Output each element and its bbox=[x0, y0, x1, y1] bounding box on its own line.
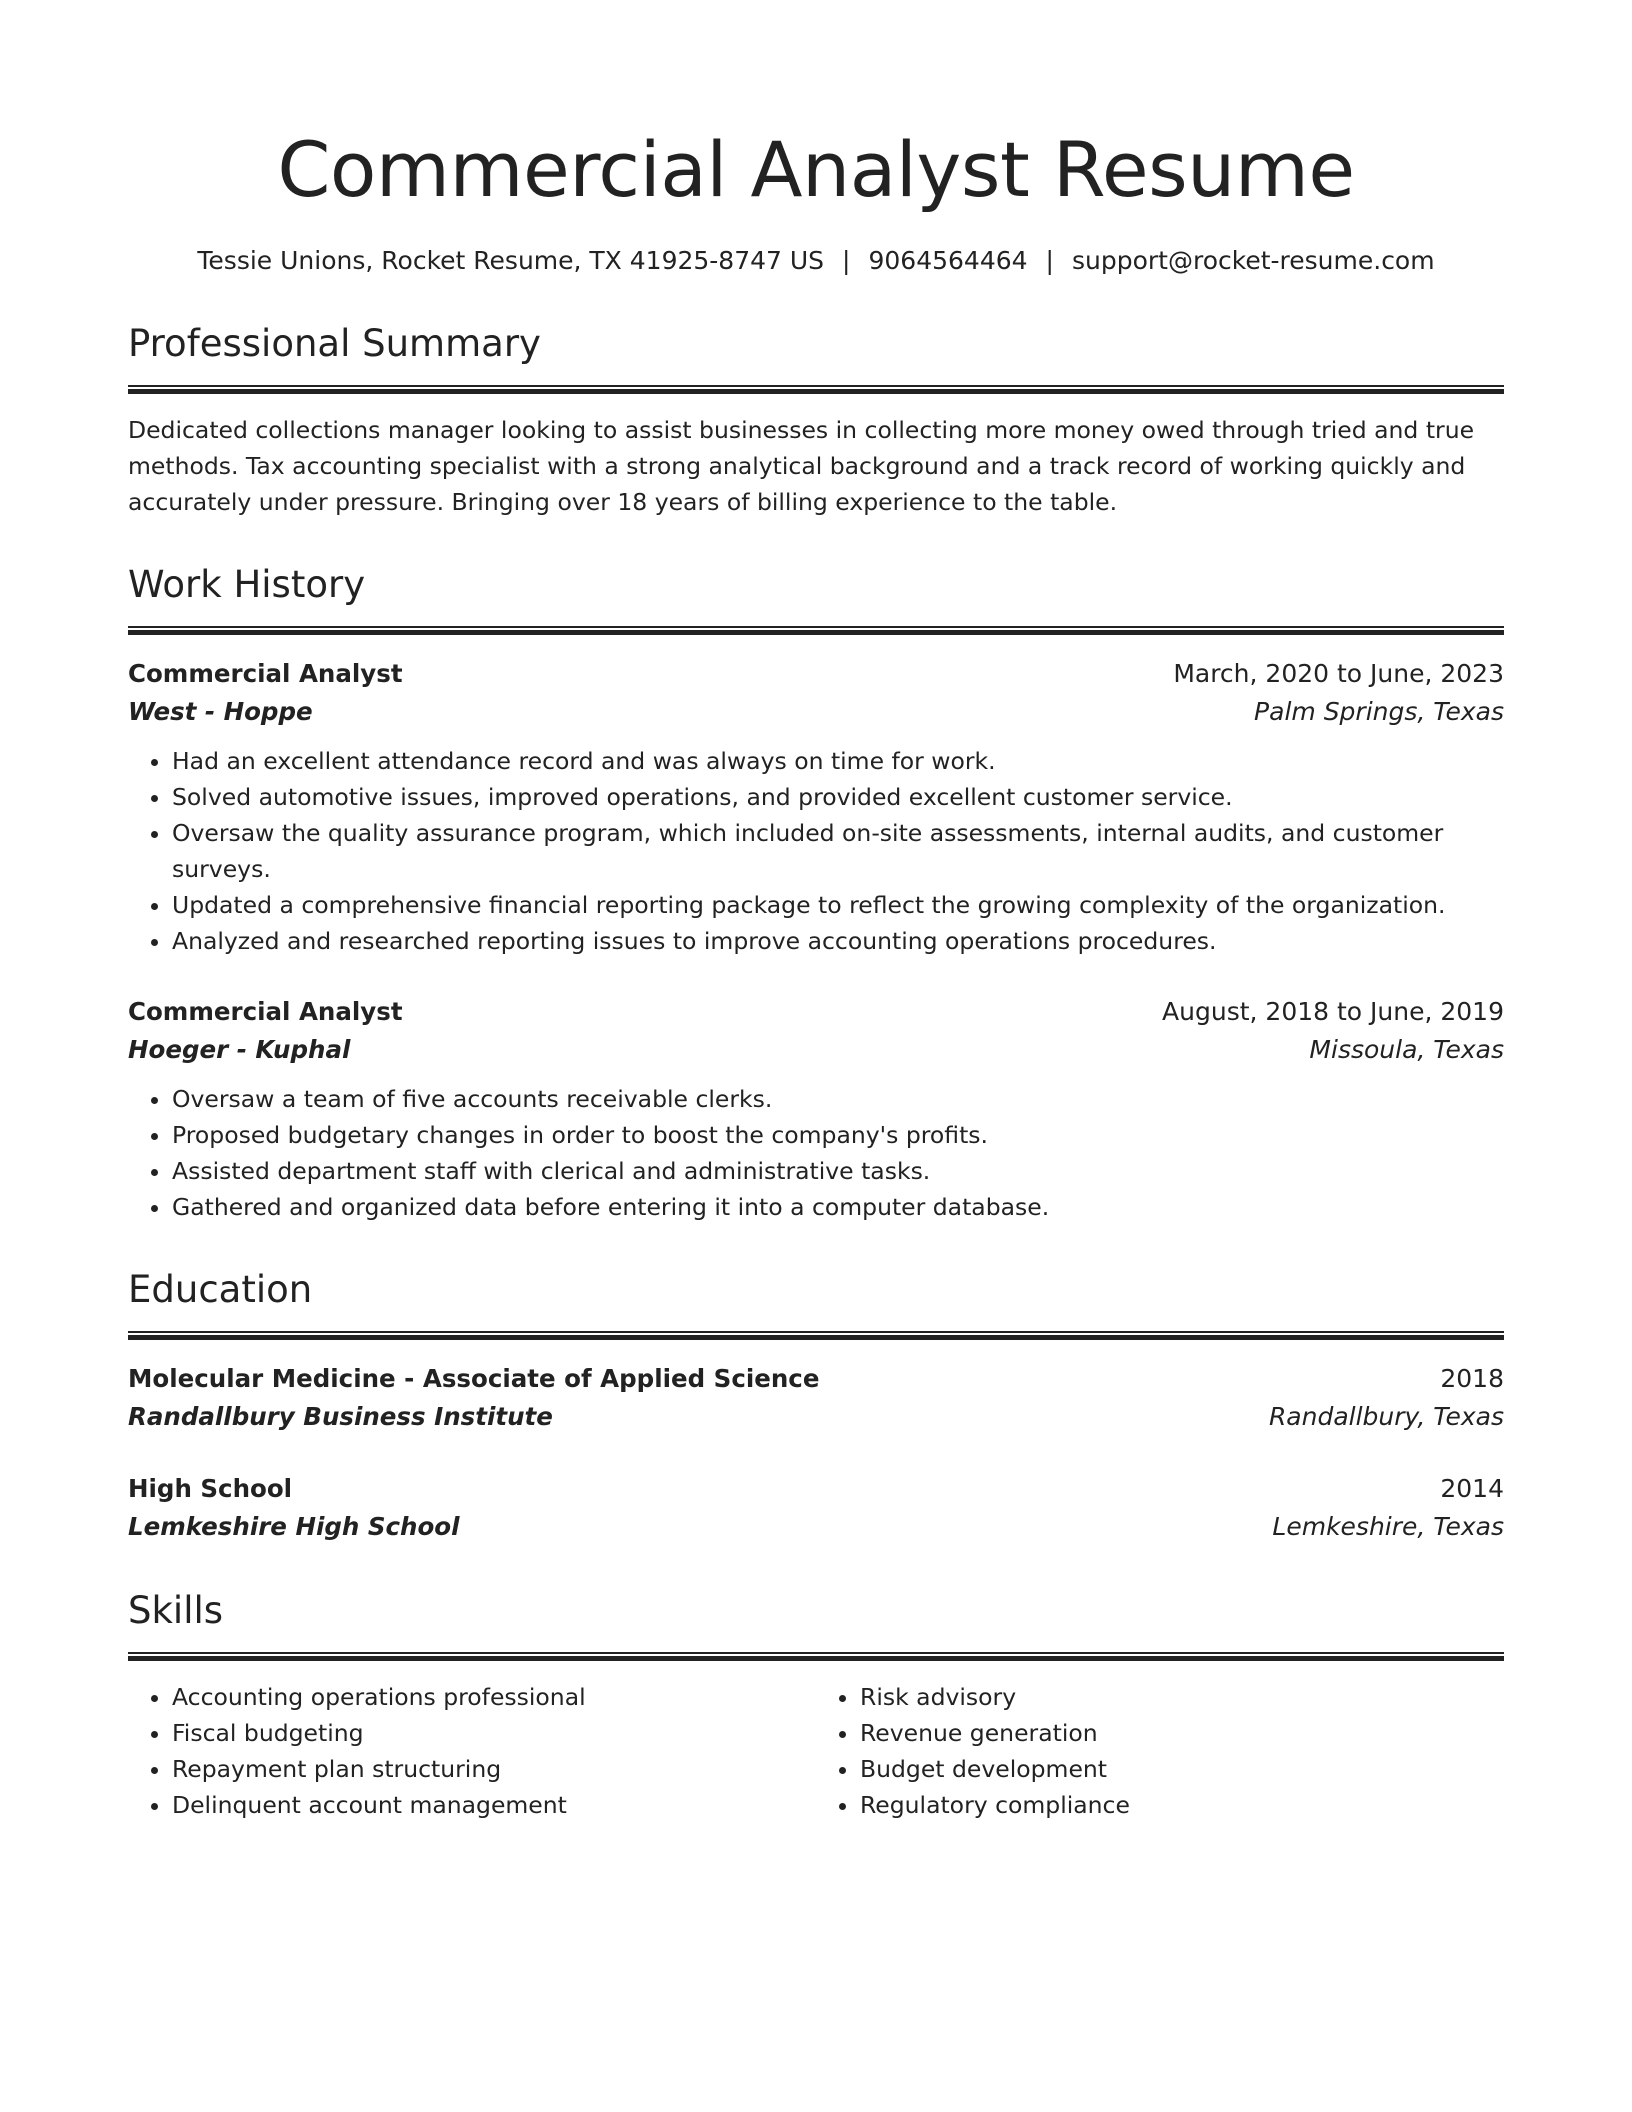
section-divider bbox=[128, 626, 1504, 635]
list-item: • Budget development bbox=[860, 1751, 1504, 1787]
section-divider bbox=[128, 1331, 1504, 1340]
list-item: • Gathered and organized data before entering it into a computer database. bbox=[172, 1189, 1504, 1225]
contact-email: support@rocket-resume.com bbox=[1071, 246, 1435, 275]
job-dates: March, 2020 to June, 2023 bbox=[1173, 659, 1504, 688]
education-year: 2018 bbox=[1440, 1364, 1504, 1393]
skills-list-right bbox=[816, 1679, 1504, 1823]
list-item: • Repayment plan structuring bbox=[172, 1751, 816, 1787]
skills-list-left bbox=[128, 1679, 816, 1823]
work-history-section bbox=[128, 560, 1504, 1225]
job-title: Commercial Analyst bbox=[128, 997, 403, 1026]
list-item: • Had an excellent attendance record and was always on time for work. bbox=[172, 743, 1504, 779]
summary-section bbox=[128, 319, 1504, 520]
education-degree: High School bbox=[128, 1474, 293, 1503]
job-header-row bbox=[128, 993, 1504, 1031]
education-section bbox=[128, 1265, 1504, 1546]
job-dates: August, 2018 to June, 2019 bbox=[1162, 997, 1504, 1026]
list-item: • Oversaw the quality assurance program, which included on-site assessments, internal audits, and customer surveys. bbox=[172, 815, 1504, 887]
section-divider bbox=[128, 385, 1504, 394]
section-divider bbox=[128, 1652, 1504, 1661]
education-school-row bbox=[128, 1508, 1504, 1546]
skills-columns bbox=[128, 1679, 1504, 1823]
job-bullets bbox=[128, 743, 1504, 959]
education-school: Randallbury Business Institute bbox=[128, 1402, 553, 1431]
list-item: • Revenue generation bbox=[860, 1715, 1504, 1751]
list-item: • Assisted department staff with clerical and administrative tasks. bbox=[172, 1153, 1504, 1189]
summary-text: Dedicated collections manager looking to assist businesses in collecting more money owed through tried and true methods. Tax accounting specialist with a strong analytical background and a track record of working quickly and accurately under pressure. Bringing over 18 years of billing experience to the table. bbox=[128, 416, 1475, 516]
job-entry bbox=[128, 655, 1504, 959]
list-item: • Solved automotive issues, improved operations, and provided excellent customer service. bbox=[172, 779, 1504, 815]
list-item: • Fiscal budgeting bbox=[172, 1715, 816, 1751]
list-item: • Analyzed and researched reporting issues to improve accounting operations procedures. bbox=[172, 923, 1504, 959]
contact-line bbox=[128, 243, 1504, 279]
education-header-row bbox=[128, 1470, 1504, 1508]
skills-section bbox=[128, 1586, 1504, 1823]
education-location: Lemkeshire, Texas bbox=[1272, 1512, 1504, 1541]
list-item: • Delinquent account management bbox=[172, 1787, 816, 1823]
job-entry bbox=[128, 993, 1504, 1225]
job-company-row bbox=[128, 1031, 1504, 1069]
list-item: • Oversaw a team of five accounts receivable clerks. bbox=[172, 1081, 1504, 1117]
job-location: Palm Springs, Texas bbox=[1254, 697, 1504, 726]
education-degree: Molecular Medicine - Associate of Applied Science bbox=[128, 1364, 820, 1393]
job-location: Missoula, Texas bbox=[1309, 1035, 1504, 1064]
education-year: 2014 bbox=[1440, 1474, 1504, 1503]
job-title: Commercial Analyst bbox=[128, 659, 403, 688]
summary-heading: Professional Summary bbox=[128, 322, 541, 365]
education-entry bbox=[128, 1360, 1504, 1436]
job-company: Hoeger - Kuphal bbox=[128, 1035, 351, 1064]
job-bullets bbox=[128, 1081, 1504, 1225]
job-header-row bbox=[128, 655, 1504, 693]
list-item: • Regulatory compliance bbox=[860, 1787, 1504, 1823]
education-school-row bbox=[128, 1398, 1504, 1436]
contact-separator: | bbox=[1045, 246, 1054, 275]
list-item: • Accounting operations professional bbox=[172, 1679, 816, 1715]
contact-address: Tessie Unions, Rocket Resume, TX 41925-8747 US bbox=[197, 246, 825, 275]
skills-heading: Skills bbox=[128, 1589, 224, 1632]
contact-separator: | bbox=[842, 246, 851, 275]
list-item: • Proposed budgetary changes in order to boost the company's profits. bbox=[172, 1117, 1504, 1153]
contact-phone: 9064564464 bbox=[868, 246, 1028, 275]
education-school: Lemkeshire High School bbox=[128, 1512, 460, 1541]
job-company-row bbox=[128, 693, 1504, 731]
job-company: West - Hoppe bbox=[128, 697, 313, 726]
resume-title: Commercial Analyst Resume bbox=[277, 125, 1355, 214]
education-entry bbox=[128, 1470, 1504, 1546]
education-header-row bbox=[128, 1360, 1504, 1398]
list-item: • Updated a comprehensive financial reporting package to reflect the growing complexity of the organization. bbox=[172, 887, 1504, 923]
work-history-heading: Work History bbox=[128, 563, 366, 606]
education-location: Randallbury, Texas bbox=[1268, 1402, 1504, 1431]
list-item: • Risk advisory bbox=[860, 1679, 1504, 1715]
education-heading: Education bbox=[128, 1268, 313, 1311]
